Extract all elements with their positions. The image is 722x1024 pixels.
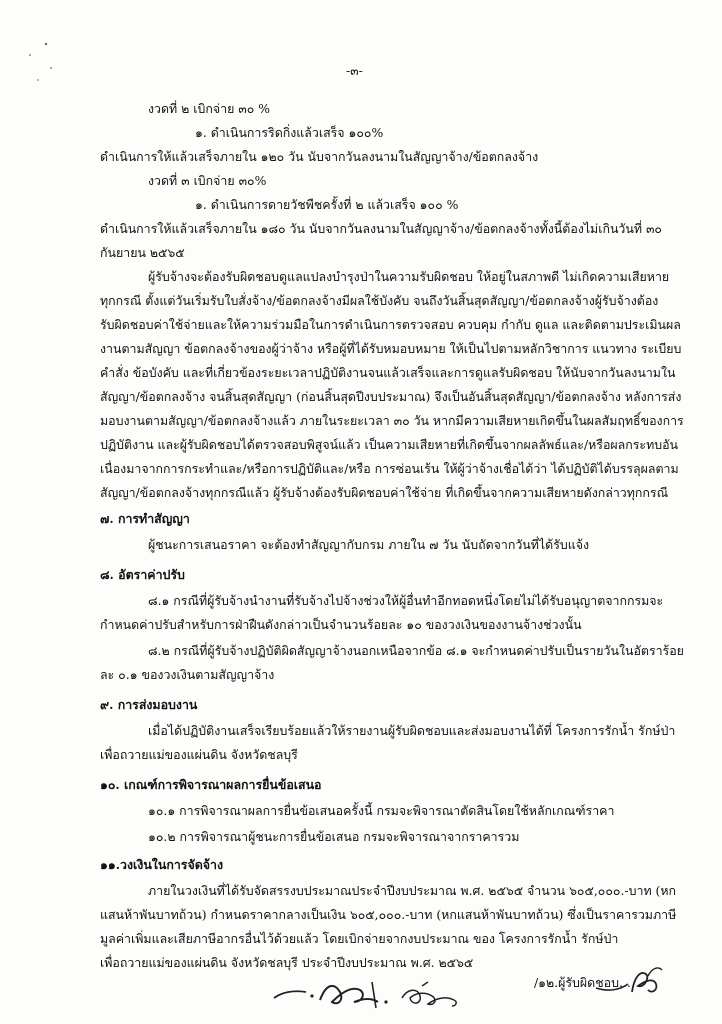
responsibility-para-line: ผู้รับจ้างจะต้องรับผิดชอบดูแลแปลงบำรุงป่าในความรับผิดชอบ ให้อยู่ในสภาพดี ไม่เกิดความเสียหาย — [148, 269, 670, 284]
section-10-2: ๑๐.๒ การพิจารณาผู้ชนะการยื่นข้อเสนอ กรมจะพิจารณาจากราคารวม — [148, 829, 520, 844]
section-8-2-line: ละ ๐.๑ ของวงเงินตามสัญญาจ้าง — [100, 667, 275, 682]
responsibility-para-line: ทุกกรณี ตั้งแต่วันเริ่มรับใบสั่งจ้าง/ข้อตกลงจ้างมีผลใช้บังคับ จนถึงวันสิ้นสุดสัญญา/ข้อตกลงจ้างผู้รับจ้างต้อง — [100, 293, 659, 308]
section-9-body-line: เพื่อถวายแม่ของแผ่นดิน จังหวัดชลบุรี — [100, 747, 298, 762]
installment-3-item-1: ๑. ดำเนินการดายวัชพืชครั้งที่ ๒ แล้วเสร็จ ๑๐๐ % — [195, 197, 459, 212]
installment-3-heading: งวดที่ ๓ เบิกจ่าย ๓๐% — [148, 173, 267, 188]
installment-2-item-1: ๑. ดำเนินการริดกิ่งแล้วเสร็จ ๑๐๐% — [195, 125, 384, 140]
responsibility-para-line: สัญญา/ข้อตกลงจ้าง จนสิ้นสุดสัญญา (ก่อนสิ้นสุดปีงบประมาณ) จึงเป็นอันสิ้นสุดสัญญา/ข้อตกลงจ้าง หลังการส่ง — [100, 389, 682, 404]
section-10-heading: ๑๐. เกณฑ์การพิจารณาผลการยื่นข้อเสนอ — [100, 777, 322, 792]
continuation-marker: /๑๒.ผู้รับผิดชอบ... — [534, 975, 631, 990]
section-8-1-line: กำหนดค่าปรับสำหรับการฝ่าฝืนดังกล่าวเป็นจำนวนร้อยละ ๑๐ ของวงเงินของงานจ้างช่วงนั้น — [100, 617, 582, 632]
section-10-1: ๑๐.๑ การพิจารณาผลการยื่นข้อเสนอครั้งนี้ กรมจะพิจารณาตัดสินโดยใช้หลักเกณฑ์ราคา — [148, 803, 615, 818]
page-number: -๓- — [346, 63, 363, 78]
responsibility-para-line: รับผิดชอบค่าใช้จ่ายและให้ความร่วมมือในการดำเนินการตรวจสอบ ควบคุม กำกับ ดูแล และติดตามประเมินผล — [100, 317, 681, 332]
signature-middle — [398, 978, 468, 1012]
section-9-body-line: เมื่อได้ปฏิบัติงานเสร็จเรียบร้อยแล้วให้รายงานผู้รับผิดชอบและส่งมอบงานได้ที่ โครงการรักน้ำ รักษ์ป่า — [148, 723, 676, 738]
section-11-body-line: เพื่อถวายแม่ของแผ่นดิน จังหวัดชลบุรี ประจำปีงบประมาณ พ.ศ. ๒๕๖๕ — [100, 955, 474, 970]
installment-2-heading: งวดที่ ๒ เบิกจ่าย ๓๐ % — [148, 101, 271, 116]
section-7-heading: ๗. การทำสัญญา — [100, 511, 190, 526]
responsibility-para-line: เนื่องมาจากการกระทำและ/หรือการปฏิบัติและ/หรือ การซ่อนเร้น ให้ผู้ว่าจ้างเชื่อได้ว่า ได้ปฏิบัติได้บรรลุผลตาม — [100, 461, 679, 476]
section-11-body-line: ภายในวงเงินที่ได้รับจัดสรรงบประมาณประจำปีงบประมาณ พ.ศ. ๒๕๖๕ จำนวน ๖๐๕,๐๐๐.-บาท (หก — [148, 883, 677, 898]
installment-2-deadline: ดำเนินการให้แล้วเสร็จภายใน ๑๒๐ วัน นับจากวันลงนามในสัญญาจ้าง/ข้อตกลงจ้าง — [100, 149, 539, 164]
responsibility-para-line: มอบงานตามสัญญา/ข้อตกลงจ้างแล้ว ภายในระยะเวลา ๓๐ วัน หากมีความเสียหายเกิดขึ้นในผลสัมฤทธิ์ของการ — [100, 413, 684, 428]
section-8-heading: ๘. อัตราค่าปรับ — [100, 567, 185, 582]
responsibility-para-line: คำสั่ง ข้อบังคับ และที่เกี่ยวข้องระยะเวลาปฏิบัติงานจนแล้วเสร็จและการดูแลรับผิดชอบ ให้นับจากวันลงนามใน — [100, 365, 676, 380]
section-11-heading: ๑๑.วงเงินในการจัดจ้าง — [100, 857, 224, 872]
responsibility-para-line: งานตามสัญญา ข้อตกลงจ้างของผู้ว่าจ้าง หรือผู้ที่ได้รับหมอบหมาย ให้เป็นไปตามหลักวิชาการ แนวทาง ระเบียบ — [100, 341, 682, 356]
section-8-2-line: ๘.๒ กรณีที่ผู้รับจ้างปฏิบัติผิดสัญญาจ้างนอกเหนือจากข้อ ๘.๑ จะกำหนดค่าปรับเป็นรายวันในอัตราร้อย — [148, 643, 684, 658]
installment-3-deadline: ดำเนินการให้แล้วเสร็จภายใน ๑๘๐ วัน นับจากวันลงนามในสัญญาจ้าง/ข้อตกลงจ้างทั้งนี้ต้องไม่เกินวันที่ ๓๐ — [100, 221, 662, 236]
section-11-body-line: มูลค่าเพิ่มและเสียภาษีอากรอื่นไว้ด้วยแล้ว โดยเบิกจ่ายจากงบประมาณ ของ โครงการรักน้ำ รักษ์ป่า — [100, 931, 619, 946]
signature-left — [268, 962, 398, 1018]
responsibility-para-line: ปฏิบัติงาน และผู้รับผิดชอบได้ตรวจสอบพิสูจน์แล้ว เป็นความเสียหายที่เกิดขึ้นจากผลลัพธ์และ/หรือผลกระทบอัน — [100, 437, 679, 452]
installment-3-deadline-cont: กันยายน ๒๕๖๕ — [100, 245, 185, 260]
section-11-body-line: แสนห้าพันบาทถ้วน) กำหนดราคากลางเป็นเงิน ๖๐๕,๐๐๐.-บาท (หกแสนห้าพันบาทถ้วน) ซึ่งเป็นราคารวมภาษี — [100, 907, 677, 922]
signature-right — [592, 958, 672, 1004]
responsibility-para-line: สัญญา/ข้อตกลงจ้างทุกกรณีแล้ว ผู้รับจ้างต้องรับผิดชอบค่าใช้จ่าย ที่เกิดขึ้นจากความเสียหายดังกล่าวทุกกรณี — [100, 485, 669, 500]
section-8-1-line: ๘.๑ กรณีที่ผู้รับจ้างนำงานที่รับจ้างไปจ้างช่วงให้ผู้อื่นทำอีกทอดหนึ่งโดยไม่ได้รับอนุญาตจากกรมจะ — [148, 593, 664, 608]
section-7-body: ผู้ชนะการเสนอราคา จะต้องทำสัญญากับกรม ภายใน ๗ วัน นับถัดจากวันที่ได้รับแจ้ง — [148, 537, 590, 552]
section-9-heading: ๙. การส่งมอบงาน — [100, 697, 198, 712]
